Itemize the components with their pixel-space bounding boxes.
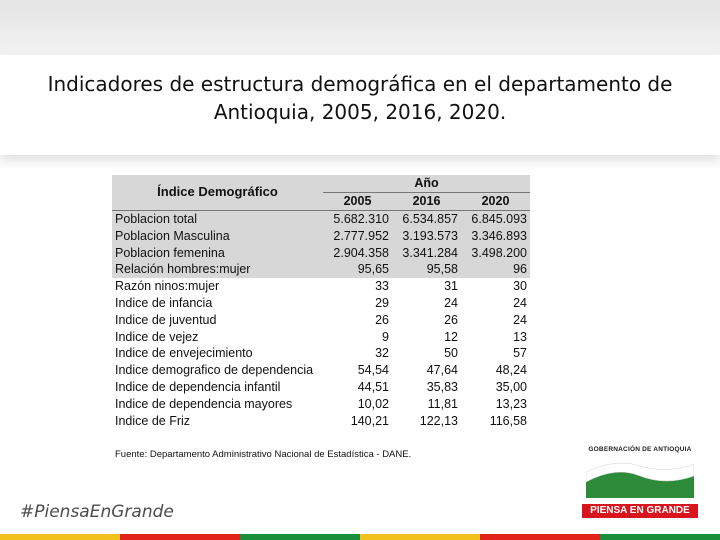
- color-bar-segment: [0, 534, 120, 540]
- row-label: Poblacion Masculina: [112, 227, 323, 244]
- table-row: [112, 227, 530, 244]
- table-row: [112, 395, 530, 412]
- value-2005: 95,65: [323, 261, 392, 278]
- value-2020: 13,23: [495, 396, 527, 411]
- row-label: Poblacion total: [112, 210, 323, 227]
- source-text: Departamento Administrativo Nacional de Estadística - DANE.: [147, 449, 412, 460]
- row-label: Razón ninos:mujer: [115, 279, 220, 294]
- row-label: Relación hombres:mujer: [112, 261, 323, 278]
- value-2020: 57: [513, 346, 527, 361]
- year-2020: 2020: [461, 192, 530, 210]
- table-row: [112, 379, 530, 396]
- row-label: Indice de dependencia mayores: [115, 396, 293, 411]
- value-2020: 6.845.093: [461, 210, 530, 227]
- gobernacion-logo: [582, 446, 698, 520]
- color-bar-segment: [600, 534, 720, 540]
- year-2016: 2016: [392, 192, 461, 210]
- row-label: Indice de juventud: [115, 312, 217, 327]
- demographic-table-wrap: [112, 175, 530, 427]
- value-2016: 95,58: [392, 261, 461, 278]
- table-row: [112, 261, 530, 278]
- value-2016: 6.534.857: [392, 210, 461, 227]
- value-2005: 44,51: [357, 379, 389, 394]
- value-2005: 2.777.952: [323, 227, 392, 244]
- top-band: [0, 0, 720, 60]
- table-row: [112, 210, 530, 227]
- value-2016: 122,13: [419, 413, 458, 428]
- row-label: Indice de dependencia infantil: [115, 379, 281, 394]
- table-row: [112, 295, 530, 312]
- value-2005: 32: [375, 346, 389, 361]
- value-2005: 26: [375, 312, 389, 327]
- logo-org-text: GOBERNACIÓN DE ANTIOQUIA: [588, 446, 692, 453]
- color-bar-segment: [240, 534, 360, 540]
- value-2020: 3.346.893: [461, 227, 530, 244]
- value-2020: 30: [513, 279, 527, 294]
- value-2020: 116,58: [489, 413, 527, 428]
- logo-brand: PIENSA EN GRANDE: [582, 504, 698, 518]
- table-row: [112, 362, 530, 379]
- value-2005: 29: [375, 295, 389, 310]
- value-2016: 35,83: [426, 379, 458, 394]
- source-label: Fuente:: [115, 449, 148, 460]
- source-note: [115, 449, 411, 460]
- value-2016: 50: [444, 346, 458, 361]
- table-row: [112, 345, 530, 362]
- row-label: Poblacion femenina: [112, 244, 323, 261]
- value-2020: 35,00: [495, 379, 527, 394]
- hashtag: #PiensaEnGrande: [20, 502, 174, 522]
- value-2005: 9: [382, 329, 389, 344]
- color-bar: [0, 534, 720, 540]
- table-row: [112, 311, 530, 328]
- value-2016: 3.341.284: [392, 244, 461, 261]
- row-label: Indice de infancia: [115, 295, 213, 310]
- year-2005: 2005: [323, 192, 392, 210]
- value-2020: 3.498.200: [461, 244, 530, 261]
- value-2016: 31: [444, 279, 458, 294]
- value-2005: 54,54: [357, 363, 389, 378]
- value-2016: 24: [444, 295, 458, 310]
- value-2016: 26: [444, 312, 458, 327]
- value-2005: 2.904.358: [323, 244, 392, 261]
- table-row: [112, 412, 530, 429]
- value-2005: 140,21: [350, 413, 389, 428]
- value-2020: 24: [513, 312, 527, 327]
- table-row: [112, 278, 530, 295]
- value-2020: 13: [513, 329, 527, 344]
- row-label: Indice de Friz: [115, 413, 191, 428]
- value-2005: 10,02: [357, 396, 389, 411]
- row-label: Indice de envejecimiento: [115, 346, 253, 361]
- value-2005: 5.682.310: [323, 210, 392, 227]
- value-2005: 33: [375, 279, 389, 294]
- row-label: Indice demografico de dependencia: [115, 363, 314, 378]
- header-year: Año: [323, 175, 530, 192]
- value-2016: 47,64: [426, 363, 458, 378]
- value-2016: 12: [444, 329, 458, 344]
- value-2016: 11,81: [427, 396, 458, 411]
- value-2016: 3.193.573: [392, 227, 461, 244]
- value-2020: 96: [461, 261, 530, 278]
- table-row: [112, 244, 530, 261]
- color-bar-segment: [120, 534, 240, 540]
- color-bar-segment: [360, 534, 480, 540]
- flag-icon: [586, 458, 694, 498]
- color-bar-segment: [480, 534, 600, 540]
- value-2020: 24: [513, 295, 527, 310]
- slide-title: Indicadores de estructura demográfica en el departamento de Antioquia, 2005, 2016, 2020.: [47, 72, 673, 124]
- header-indicator: Índice Demográfico: [112, 175, 323, 210]
- table-body: [112, 210, 530, 429]
- table-row: [112, 328, 530, 345]
- row-label: Indice de vejez: [115, 329, 199, 344]
- value-2020: 48,24: [495, 363, 527, 378]
- demographic-table: [112, 175, 530, 429]
